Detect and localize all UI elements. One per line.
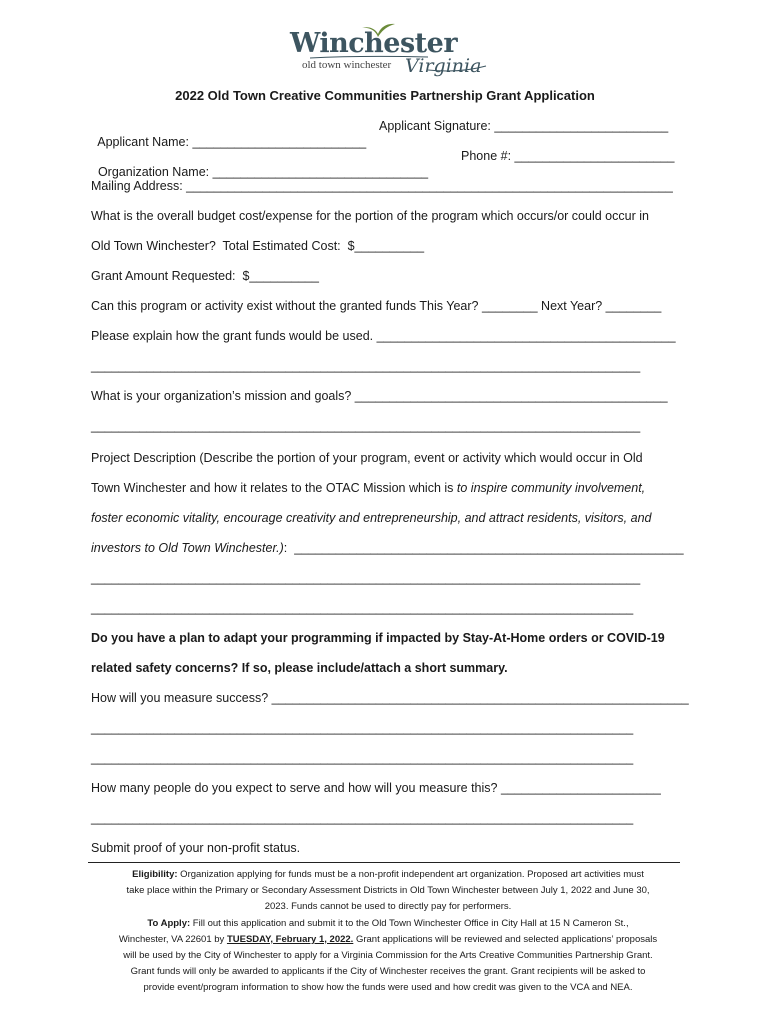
project-description-text: Town Winchester and how it relates to the OTAC Mission which is	[91, 481, 457, 495]
applicant-signature-field[interactable]: Applicant Signature: _________________________	[379, 119, 669, 133]
eligibility-line-3: 2023. Funds cannot be used to directly pay for performers.	[264, 901, 512, 913]
success-blank-line-2[interactable]: ______________________________________________________________________________	[91, 751, 634, 765]
exist-without-funds-field[interactable]: Can this program or activity exist without the granted funds This Year? ________ Next Year? ________	[91, 299, 662, 313]
logo-subtitle: old town winchester	[302, 59, 392, 71]
apply-line-1: To Apply: Fill out this application and submit it to the Old Town Winchester Office in City Hall at 15 N Cameron St.,	[147, 917, 629, 929]
measure-success-field[interactable]: How will you measure success? ____________________________________________________________	[91, 691, 689, 705]
apply-line-2: Winchester, VA 22601 by TUESDAY, February 1, 2022. Grant applications will be reviewed and selected applications’ proposals	[118, 933, 658, 945]
phone-field[interactable]: Phone #: _______________________	[461, 149, 675, 163]
grant-amount-field[interactable]: Grant Amount Requested: $__________	[91, 269, 319, 283]
apply-line-3: will be used by the City of Winchester to apply for a Virginia Commission for the Arts Creative Communities Partnership Grant.	[123, 950, 653, 962]
deadline-date: TUESDAY, February 1, 2022.	[226, 933, 354, 945]
applicant-name-field[interactable]: Applicant Name: _________________________	[97, 135, 367, 149]
otac-mission-text: to inspire community involvement,	[456, 481, 646, 495]
budget-question-line-2[interactable]: Old Town Winchester? Total Estimated Cost: $__________	[91, 239, 425, 253]
logo-script: Virginia	[405, 55, 482, 77]
eligibility-label: Eligibility:	[132, 869, 178, 880]
project-description-line-1: Project Description (Describe the portion of your program, event or activity which would occur in Old	[91, 451, 643, 465]
page-title: 2022 Old Town Creative Communities Partnership Grant Application	[175, 88, 595, 103]
people-served-blank-line[interactable]: ______________________________________________________________________________	[91, 811, 634, 825]
eligibility-line-2: take place within the Primary or Secondary Assessment Districts in Old Town Winchester between July 1, 2022 and June 30,	[126, 885, 650, 897]
project-description-line-3: foster economic vitality, encourage creativity and entrepreneurship, and attract residents, visitors, and	[91, 511, 652, 525]
mailing-address-field[interactable]: Mailing Address: ______________________________________________________________________	[91, 179, 673, 193]
covid-question-line-1: Do you have a plan to adapt your programming if impacted by Stay-At-Home orders or COVID-19	[91, 631, 665, 645]
project-description-blank[interactable]: : ________________________________________________________	[283, 541, 684, 555]
explain-funds-blank-line[interactable]: _______________________________________________________________________________	[91, 359, 641, 373]
nonprofit-proof-text: Submit proof of your non-profit status.	[91, 841, 301, 855]
apply-line-4: Grant funds will only be awarded to applicants if the City of Winchester receives the grant. Grant recipients will be asked to	[130, 966, 646, 978]
eligibility-section	[90, 867, 686, 997]
organization-name-field[interactable]: Organization Name: _______________________________	[97, 165, 429, 179]
project-description-line-4[interactable]	[91, 540, 691, 556]
covid-question-line-2: related safety concerns? If so, please include/attach a short summary.	[91, 661, 508, 675]
mission-blank-line[interactable]: _______________________________________________________________________________	[91, 419, 641, 433]
mission-field[interactable]: What is your organization’s mission and goals? _____________________________________________	[91, 389, 668, 403]
winchester-logo	[288, 22, 488, 84]
footer-divider	[88, 862, 680, 863]
project-blank-line-1[interactable]: _______________________________________________________________________________	[91, 571, 641, 585]
project-description-line-2	[91, 480, 691, 496]
project-blank-line-2[interactable]: ______________________________________________________________________________	[91, 601, 634, 615]
success-blank-line-1[interactable]: ______________________________________________________________________________	[91, 721, 634, 735]
budget-question-line-1: What is the overall budget cost/expense for the portion of the program which occurs/or could occur in	[91, 209, 649, 223]
apply-label: To Apply:	[147, 917, 191, 929]
apply-line-5: provide event/program information to show how the funds were used and how credit was given to the VCA and NEA.	[143, 982, 633, 994]
explain-funds-field[interactable]: Please explain how the grant funds would be used. ___________________________________________	[91, 329, 676, 343]
people-served-field[interactable]: How many people do you expect to serve and how will you measure this? _______________________	[91, 781, 661, 795]
otac-mission-end: investors to Old Town Winchester.)	[91, 541, 284, 555]
eligibility-line-1: Eligibility: Organization applying for funds must be a non-profit independent art organization. Proposed art activities must	[132, 869, 644, 880]
logo-wordmark: Winchester	[290, 28, 458, 59]
